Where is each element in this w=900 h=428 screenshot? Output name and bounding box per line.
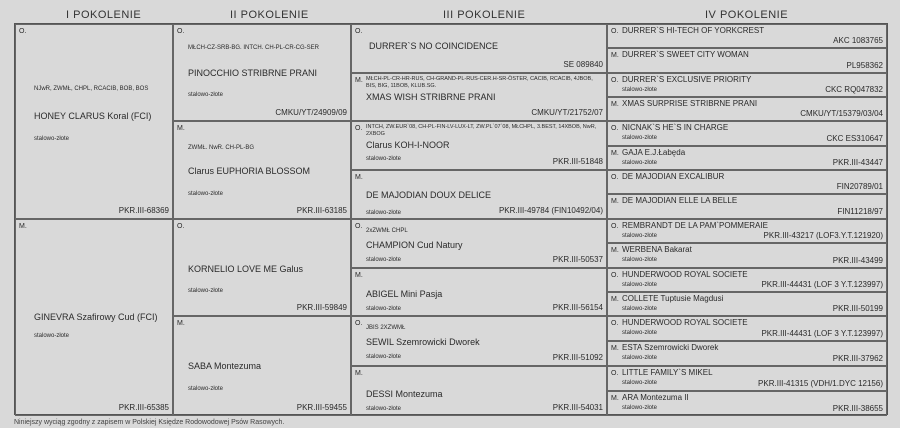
header-gen-3: III POKOLENIE (443, 9, 526, 21)
gen2-cell (173, 219, 351, 316)
titles: MŁCH-PL-CR-HR-RUS, CH-GRAND-PL-RUS-CER.H-SR-ÖSTER, CACIB, RCACIB, 4JBOB, BIS, BIG, 11BOB, KLUB.SG. (366, 76, 593, 89)
dog-name: GINEVRA Szafirowy Cud (FCI) (34, 312, 158, 322)
reg-number: PKR.III-43499 (832, 256, 883, 265)
reg-number: PKR.III-51092 (552, 353, 603, 362)
dog-color: stalowo-złote (622, 135, 658, 141)
gen3-cell (351, 366, 607, 416)
reg-number: CMKU/YT/24909/09 (275, 108, 347, 117)
reg-number: PKR.III-44431 (LOF 3 Y.T.123997) (761, 280, 883, 289)
dog-name: HUNDERWOOD ROYAL SOCIETE (622, 270, 748, 279)
dog-name: DE MAJODIAN EXCALIBUR (622, 172, 725, 181)
dog-name: XMAS WISH STRIBRNE PRANI (366, 92, 496, 102)
reg-number: PKR.III-44431 (LOF 3 Y.T.123997) (761, 329, 883, 338)
dog-name: XMAS SURPRISE STRIBRNE PRANI (622, 99, 758, 108)
dog-color: stalowo-złote (188, 191, 224, 197)
gen4-cell (607, 341, 887, 366)
gen1-sire-cell (15, 24, 173, 219)
gen4-cell (607, 97, 887, 121)
sex-label: O. (355, 320, 363, 327)
dog-color: stalowo-złote (622, 380, 658, 386)
gen2-cell (173, 316, 351, 416)
titles: INTCH, ZW.EUR`08, CH-PL-FIN-LV-LUX-LT, ZW.PL`07`08, MŁCHPL, 3.BEST, 14XBOB, NwR, 2XBOG (366, 124, 597, 137)
header-gen-4: IV POKOLENIE (705, 9, 789, 21)
dog-name: REMBRANDT DE LA PAM`POMMERAIE (622, 221, 768, 230)
dog-name: DURRER`S EXCLUSIVE PRIORITY (622, 75, 752, 84)
dog-color: stalowo-złote (366, 210, 402, 216)
reg-number: PKR.III-56154 (552, 303, 603, 312)
sex-label: O. (19, 28, 27, 35)
dog-color: stalowo-złote (622, 160, 658, 166)
dog-name: NICNAK`S HE`S IN CHARGE (622, 123, 729, 132)
dog-name: DE MAJODIAN DOUX DELICE (366, 190, 492, 200)
gen4-cell (607, 73, 887, 97)
dog-color: stalowo-złote (622, 282, 658, 288)
sex-label: M. (355, 77, 363, 84)
sex-label: O. (611, 174, 619, 181)
sex-label: O. (611, 223, 619, 230)
sex-label: M. (177, 320, 185, 327)
dog-color: stalowo-złote (622, 257, 658, 263)
reg-number: FIN11218/97 (837, 207, 883, 216)
gen4-cell (607, 170, 887, 194)
dog-name: ESTA Szemrowicki Dworek (622, 343, 719, 352)
gen4-cell (607, 219, 887, 243)
dog-color: stalowo-złote (622, 87, 658, 93)
dog-name: DURRER`S NO COINCIDENCE (369, 41, 499, 51)
reg-number: PKR.III-59455 (296, 403, 347, 412)
dog-name: CHAMPION Cud Natury (366, 240, 463, 250)
gen3-cell (351, 170, 607, 219)
reg-number: PKR.III-63185 (296, 206, 347, 215)
dog-name: SEWIL Szemrowicki Dworek (366, 337, 480, 347)
dog-color: stalowo-złote (34, 136, 70, 142)
reg-number: CKC RQ047832 (825, 85, 883, 94)
reg-number: PKR.III-65385 (118, 403, 169, 412)
titles: NJwR, ZWMŁ, CHPL, RCACIB, BOB, BOS (34, 86, 149, 92)
sex-label: M. (355, 174, 363, 181)
reg-number: PKR.III-54031 (552, 403, 603, 412)
reg-number: AKC 1083765 (833, 36, 883, 45)
sex-label: O. (611, 77, 619, 84)
gen3-cell (351, 219, 607, 268)
reg-number: PKR.III-37962 (832, 354, 883, 363)
dog-name: Clarus EUPHORIA BLOSSOM (188, 166, 311, 176)
reg-number: CKC ES310647 (826, 134, 883, 143)
gen3-cell (351, 316, 607, 366)
reg-number: FIN20789/01 (836, 182, 883, 191)
dog-name: SABA Montezuma (188, 361, 262, 371)
titles: JBIS 2XZWMŁ (366, 325, 406, 331)
dog-color: stalowo-złote (622, 306, 658, 312)
dog-name: DE MAJODIAN ELLE LA BELLE (622, 196, 738, 205)
sex-label: M. (611, 101, 619, 108)
sex-label: O. (355, 125, 363, 132)
footer-note: Niniejszy wyciąg zgodny z zapisem w Polskiej Księdze Rodowodowej Psów Rasowych. (14, 419, 285, 426)
sex-label: M. (355, 370, 363, 377)
gen4-cell (607, 48, 887, 73)
reg-number: PKR.III-43217 (LOF3.Y.T.121920) (763, 231, 883, 240)
sex-label: M. (611, 247, 619, 254)
dog-color: stalowo-złote (622, 233, 658, 239)
dog-name: ABIGEL Mini Pasja (366, 289, 443, 299)
dog-color: stalowo-złote (34, 333, 70, 339)
dog-name: DESSI Montezuma (366, 389, 443, 399)
reg-number: PKR.III-59849 (296, 303, 347, 312)
gen4-cell (607, 316, 887, 341)
dog-color: stalowo-złote (366, 406, 402, 412)
sex-label: O. (611, 320, 619, 327)
sex-label: M. (611, 52, 619, 59)
sex-label: M. (611, 395, 619, 402)
sex-label: M. (611, 345, 619, 352)
dog-color: stalowo-złote (366, 156, 402, 162)
reg-number: PL958362 (846, 61, 883, 70)
header-gen-2: II POKOLENIE (230, 9, 309, 21)
sex-label: O. (611, 125, 619, 132)
dog-color: stalowo-złote (366, 354, 402, 360)
gen3-cell (351, 121, 607, 170)
dog-color: stalowo-złote (366, 257, 402, 263)
sex-label: O. (355, 28, 363, 35)
header-gen-1: I POKOLENIE (66, 9, 142, 21)
sex-label: O. (177, 223, 185, 230)
reg-number: PKR.III-41315 (VDH/1.DYC 12156) (758, 379, 883, 388)
pedigree-table (14, 23, 888, 415)
dog-name: DURRER`S HI-TECH OF YORKCREST (622, 26, 765, 35)
reg-number: PKR.III-68369 (118, 206, 169, 215)
dog-color: stalowo-złote (188, 92, 224, 98)
sex-label: O. (177, 28, 185, 35)
sex-label: M. (611, 150, 619, 157)
gen4-cell (607, 292, 887, 316)
gen4-cell (607, 391, 887, 416)
dog-color: stalowo-złote (188, 288, 224, 294)
dog-name: ARA Montezuma II (622, 393, 689, 402)
titles: 2xZWMŁ CHPL (366, 228, 408, 234)
sex-label: M. (355, 272, 363, 279)
sex-label: M. (19, 223, 27, 230)
gen2-cell (173, 121, 351, 219)
dog-name: HUNDERWOOD ROYAL SOCIETE (622, 318, 748, 327)
dog-name: LITTLE FAMILY`S MIKEL (622, 368, 713, 377)
gen4-cell (607, 243, 887, 268)
sex-label: O. (355, 223, 363, 230)
dog-name: DURRER`S SWEET CITY WOMAN (622, 50, 749, 59)
dog-color: stalowo-złote (622, 405, 658, 411)
sex-label: O. (611, 370, 619, 377)
sex-label: M. (177, 125, 185, 132)
dog-color: stalowo-złote (622, 330, 658, 336)
titles: MŁCH-CZ-SRB-BG. INTCH. CH-PL-CR-CG-SER (188, 45, 319, 51)
gen3-cell (351, 268, 607, 316)
dog-color: stalowo-złote (622, 355, 658, 361)
gen3-cell (351, 73, 607, 121)
reg-number: PKR.III-43447 (832, 158, 883, 167)
reg-number: PKR.III-51848 (552, 157, 603, 166)
sex-label: M. (611, 198, 619, 205)
dog-name: Clarus KOH-I-NOOR (366, 140, 450, 150)
reg-number: PKR.III-50537 (552, 255, 603, 264)
dog-color: stalowo-złote (188, 386, 224, 392)
sex-label: O. (611, 28, 619, 35)
reg-number: SE 089840 (563, 60, 603, 69)
gen3-cell (351, 24, 607, 73)
dog-name: COLLETE Tuptusie Magdusi (622, 294, 724, 303)
dog-name: PINOCCHIO STRIBRNE PRANI (188, 68, 318, 78)
reg-number: CMKU/YT/21752/07 (531, 108, 603, 117)
reg-number: PKR.III-49784 (FIN10492/04) (498, 206, 603, 215)
gen2-cell (173, 24, 351, 121)
titles: ZWMŁ. NwR. CH-PL-BG (188, 145, 254, 151)
dog-color: stalowo-złote (366, 306, 402, 312)
gen1-dam-cell (15, 219, 173, 416)
dog-name: GAJA E.J.Łabęda (622, 148, 686, 157)
reg-number: PKR.III-50199 (832, 304, 883, 313)
gen4-cell (607, 146, 887, 170)
gen4-cell (607, 366, 887, 391)
gen4-cell (607, 194, 887, 219)
gen4-cell (607, 24, 887, 48)
reg-number: PKR.III-38655 (832, 404, 883, 413)
gen4-cell (607, 121, 887, 146)
dog-name: HONEY CLARUS Koral (FCI) (34, 111, 152, 121)
sex-label: O. (611, 272, 619, 279)
dog-name: WERBENA Bakarat (622, 245, 692, 254)
sex-label: M. (611, 296, 619, 303)
reg-number: CMKU/YT/15379/03/04 (800, 109, 883, 118)
gen4-cell (607, 268, 887, 292)
dog-name: KORNELIO LOVE ME Galus (188, 264, 304, 274)
